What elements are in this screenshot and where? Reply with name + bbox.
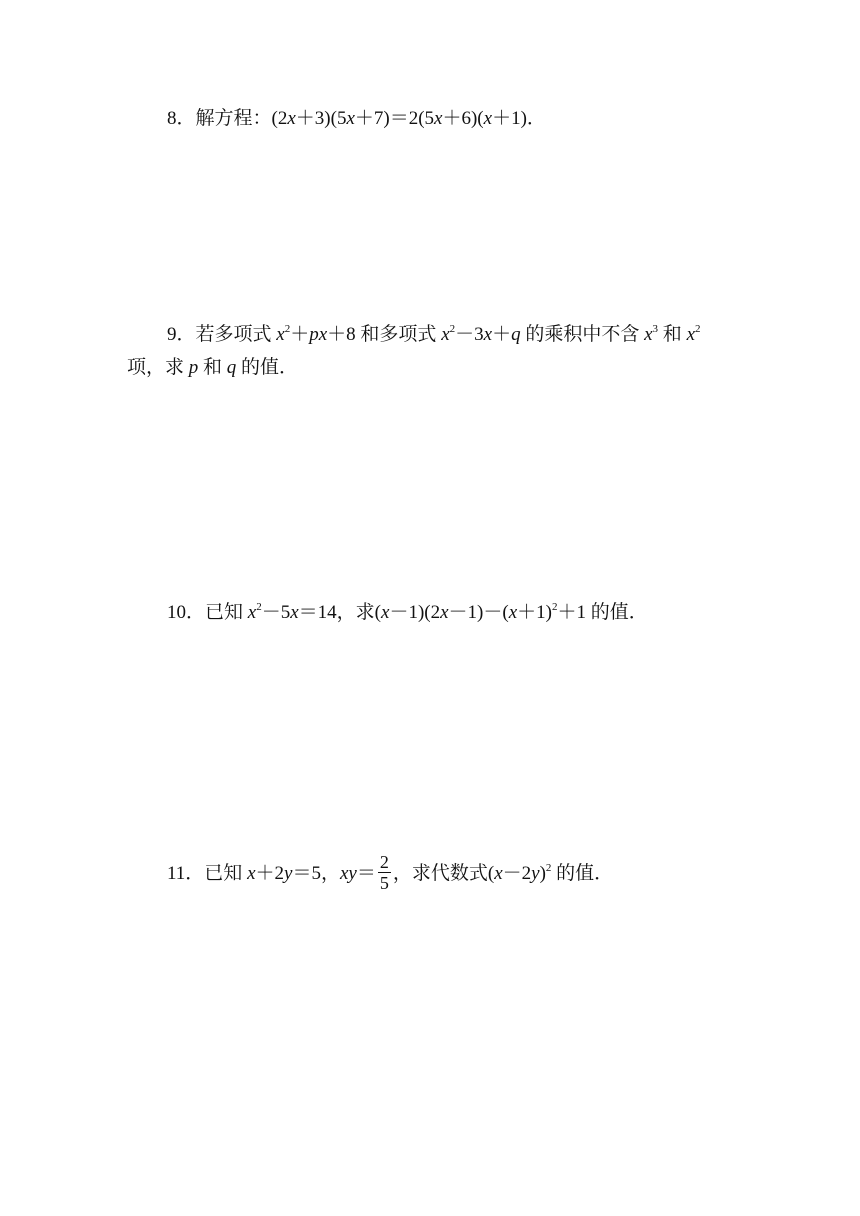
problem-8-line: 8．解方程：(2x＋3)(5x＋7)＝2(5x＋6)(x＋1)． — [167, 108, 546, 129]
fraction-denominator: 5 — [379, 873, 389, 893]
problem-9-line-2: 项，求 p 和 q 的值． — [127, 357, 299, 378]
problem-9-line-1: 9．若多项式 $x^2+px+8$ 和多项式 $x^2-3x+q$ 的乘积中不含 $x^3$ 和 $x^2$ — [167, 323, 701, 345]
fraction-numerator: 2 — [379, 852, 389, 872]
problem-9-number: 9． — [167, 324, 196, 345]
problem-10-number: 10． — [167, 602, 206, 623]
problem-8-prompt: 解方程： — [195, 108, 272, 129]
problem-10-line: 10．已知 $x^2-5x=14$，求$(x-1)(2x-1)-(x+1)^2+1$ 的值． — [167, 601, 648, 623]
problem-11-number: 11． — [167, 862, 205, 884]
problem-8-number: 8． — [167, 108, 196, 129]
problem-11-line: 11．已知 x＋2y＝5，xy＝ $\frac{2}{5}$ ，求代数式$(x-2y)^2$ 的值． — [167, 852, 614, 893]
fraction-two-fifths — [378, 852, 391, 893]
